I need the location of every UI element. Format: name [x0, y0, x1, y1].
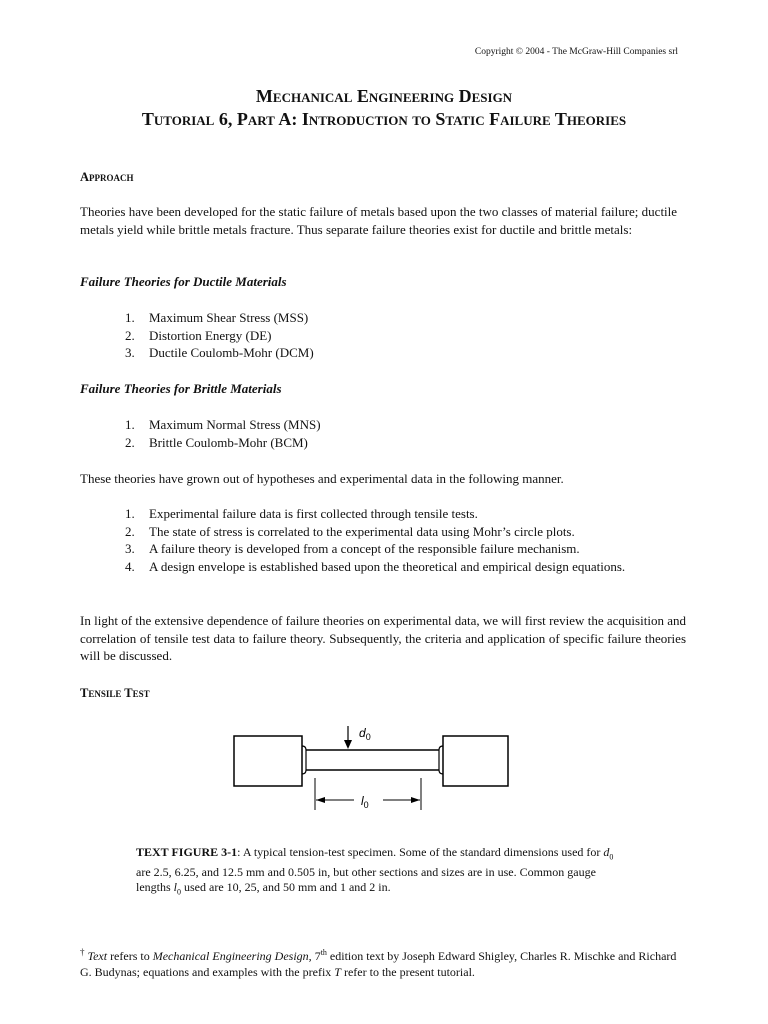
list-item: 2. Distortion Energy (DE): [125, 327, 272, 343]
list-item: 2. The state of stress is correlated to the experimental data using Mohr’s circle plots.: [125, 523, 575, 539]
approach-paragraph: Theories have been developed for the static failure of metals based upon the two classes of material failure; ductile metals yield while brittle metals fracture. Thus separate failure theories exist for ductile and brittle metals:: [80, 204, 678, 237]
gauge-arrowhead-right: [411, 797, 420, 803]
diameter-label: $d_0$: [359, 726, 371, 742]
gauge-arrowhead-left: [316, 797, 325, 803]
tensile-test-heading: Tensile Test: [80, 686, 150, 700]
hypotheses-intro: These theories have grown out of hypotheses and experimental data in the following manner.: [80, 471, 564, 486]
tension-test-specimen-figure: [225, 718, 525, 818]
right-grip: [443, 736, 508, 786]
ductile-list: [125, 309, 645, 362]
list-item: 4. A design envelope is established based upon the theoretical and empirical design equations.: [125, 558, 626, 574]
list-item: 1. Maximum Normal Stress (MNS): [125, 417, 321, 432]
list-item: 2. Brittle Coulomb-Mohr (BCM): [125, 434, 308, 450]
list-item: 1. Experimental failure data is first collected through tensile tests.: [125, 506, 478, 521]
document-subtitle: Tutorial 6, Part A: Introduction to Static Failure Theories: [141, 109, 627, 129]
conclusion-paragraph: In light of the extensive dependence of failure theories on experimental data, we will first review the acquisition and correlation of tensile test data to failure theory. Subsequently, the criteria and application of specific failure theories will be discussed.: [80, 613, 686, 663]
gauge-length-label: $l_0$: [361, 794, 369, 810]
figure-caption: TEXT FIGURE 3-1: A typical tension-test specimen. Some of the standard dimensions used for $d_0$ are 2.5, 6.25, and 12.5 mm and 0.505 in, but other sections and sizes are in use. Common gauge lengths $l_0$ used are 10, 25, and 50 mm and 1 and 2 in.: [136, 845, 614, 897]
list-item: 3. Ductile Coulomb-Mohr (DCM): [125, 345, 314, 360]
document-title: Mechanical Engineering Design: [255, 86, 513, 106]
approach-heading: Approach: [80, 170, 134, 184]
hypotheses-list: [125, 505, 645, 575]
list-item: 1. Maximum Shear Stress (MSS): [125, 310, 309, 325]
ductile-heading: Failure Theories for Ductile Materials: [80, 274, 287, 289]
brittle-list: [125, 416, 645, 451]
copyright-notice: Copyright © 2004 - The McGraw-Hill Companies srl: [474, 47, 678, 57]
list-item: 3. A failure theory is developed from a concept of the responsible failure mechanism.: [125, 541, 580, 556]
brittle-heading: Failure Theories for Brittle Materials: [80, 381, 282, 396]
left-grip: [234, 736, 302, 786]
diameter-arrowhead: [344, 740, 352, 749]
footnote: † Text refers to Mechanical Engineering Design, 7th edition text by Joseph Edward Shigley, Charles R. Mischke and Richard G. Budynas; equations and examples with the prefix T refer to the present tutorial.: [80, 947, 677, 979]
